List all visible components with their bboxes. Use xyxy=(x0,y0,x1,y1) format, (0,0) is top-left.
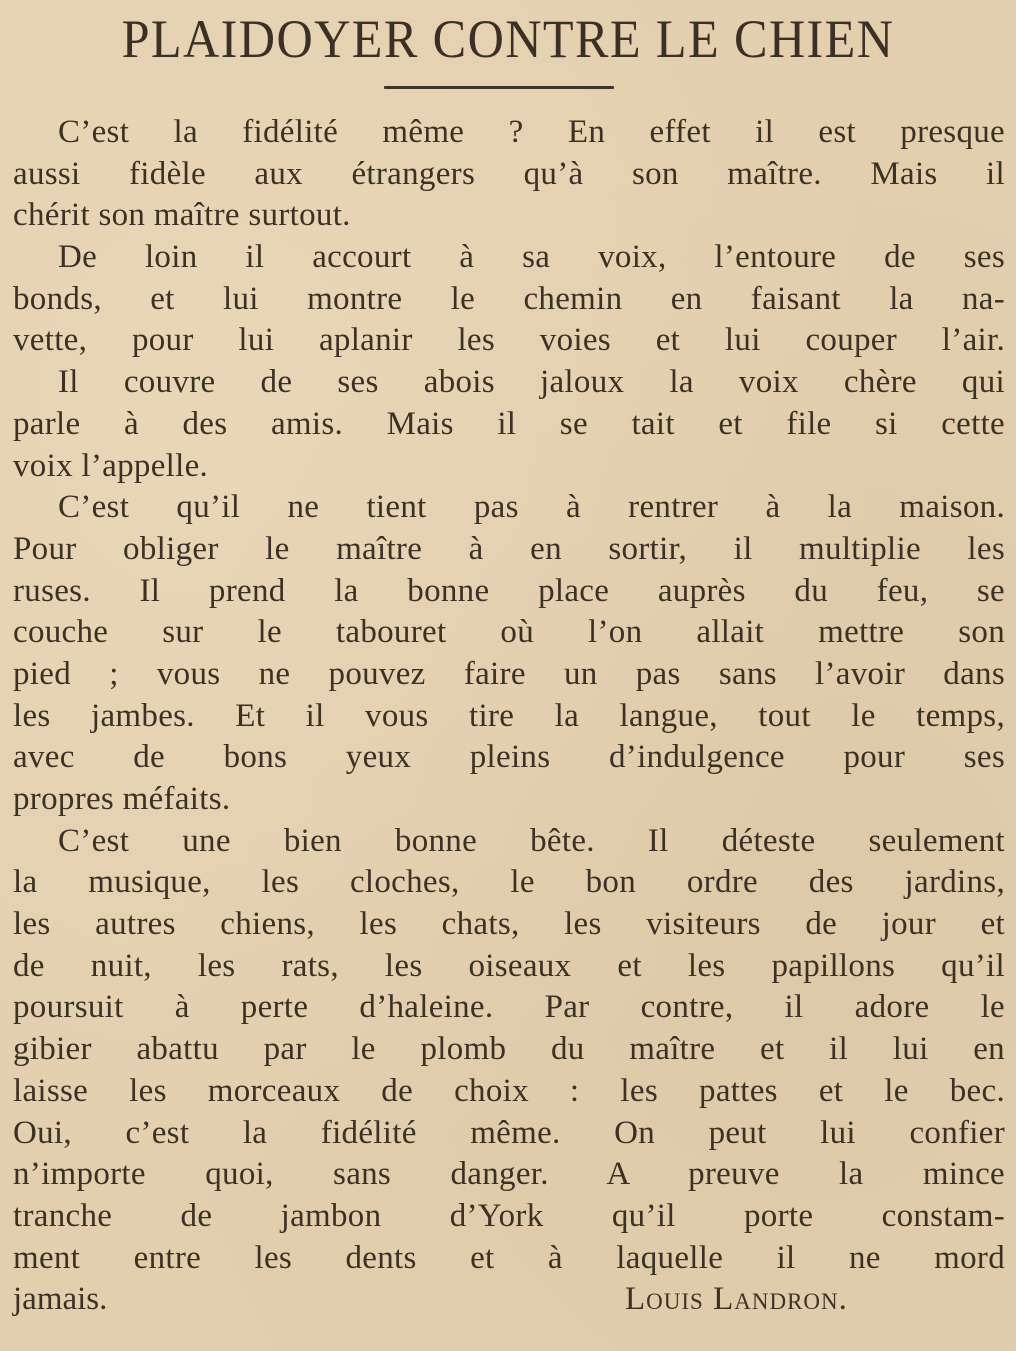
text-line: aussi fidèle aux étrangers qu’à son maître. Mais il xyxy=(13,155,1005,192)
text-line: laisse les morceaux de choix : les pattes et le bec. xyxy=(13,1072,1005,1109)
text-line: ruses. Il prend la bonne place auprès du feu, se xyxy=(13,572,1005,609)
text-line: chérit son maître surtout. xyxy=(13,197,351,234)
text-line: Oui, c’est la fidélité même. On peut lui confier xyxy=(13,1114,1005,1151)
article-title: PLAIDOYER CONTRE LE CHIEN xyxy=(121,9,895,69)
text-line: ment entre les dents et à laquelle il ne mord xyxy=(13,1239,1005,1276)
text-line: les autres chiens, les chats, les visiteurs de jour et xyxy=(13,906,1005,943)
text-line: les jambes. Et il vous tire la langue, tout le temps, xyxy=(13,697,1005,734)
text-line: C’est qu’il ne tient pas à rentrer à la maison. xyxy=(58,489,1005,526)
text-line: C’est une bien bonne bête. Il déteste seulement xyxy=(58,822,1005,859)
closing-line xyxy=(13,1279,1005,1321)
final-word: jamais. xyxy=(13,1281,108,1318)
article-body xyxy=(13,112,1005,1321)
text-line: tranche de jambon d’York qu’il porte constam- xyxy=(13,1197,1005,1234)
text-line: de nuit, les rats, les oiseaux et les papillons qu’il xyxy=(13,947,1005,984)
text-line: gibier abattu par le plomb du maître et il lui en xyxy=(13,1031,1005,1068)
text-line: couche sur le tabouret où l’on allait mettre son xyxy=(13,614,1005,651)
text-line: voix l’appelle. xyxy=(13,447,209,484)
text-line: avec de bons yeux pleins d’indulgence pour ses xyxy=(13,739,1005,776)
text-line: vette, pour lui aplanir les voies et lui couper l’air. xyxy=(13,322,1005,359)
text-line: la musique, les cloches, le bon ordre des jardins, xyxy=(13,864,1005,901)
author-signature: Louis Landron. xyxy=(625,1281,848,1318)
text-line: De loin il accourt à sa voix, l’entoure de ses xyxy=(58,239,1005,276)
text-line: bonds, et lui montre le chemin en faisant la na- xyxy=(13,280,1005,317)
title-divider xyxy=(384,86,614,89)
text-line: C’est la fidélité même ? En effet il est presque xyxy=(58,114,1005,150)
text-line: n’importe quoi, sans danger. A preuve la mince xyxy=(13,1156,1005,1193)
text-line: poursuit à perte d’haleine. Par contre, il adore le xyxy=(13,989,1005,1026)
text-line: Pour obliger le maître à en sortir, il multiplie les xyxy=(13,530,1005,567)
text-line: propres méfaits. xyxy=(13,781,231,817)
text-line: Il couvre de ses abois jaloux la voix chère qui xyxy=(58,364,1005,401)
text-line: parle à des amis. Mais il se tait et file si cette xyxy=(13,405,1005,442)
text-line: pied ; vous ne pouvez faire un pas sans l’avoir dans xyxy=(13,655,1005,692)
